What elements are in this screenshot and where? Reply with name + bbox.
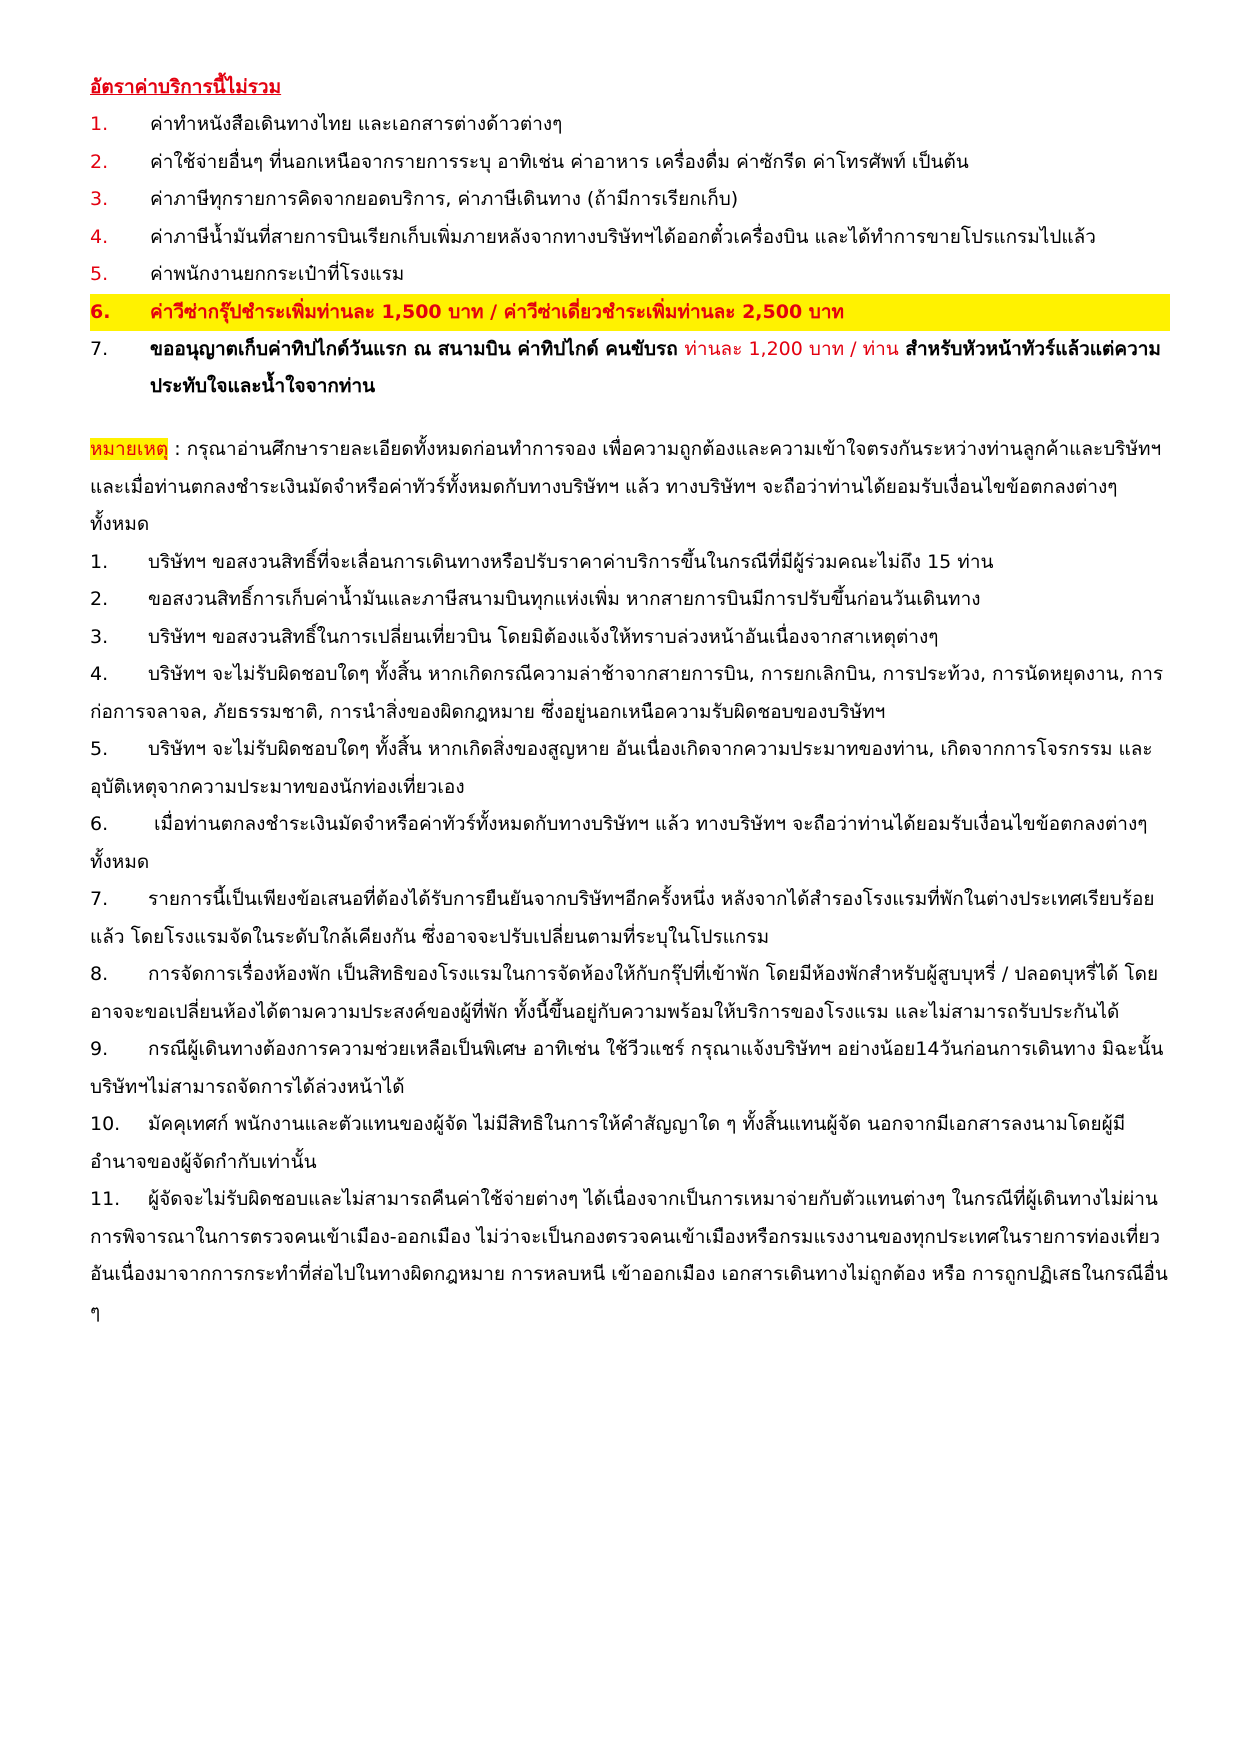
remark-label: หมายเหตุ xyxy=(90,438,169,460)
item-text-before: ขออนุญาตเก็บค่าทิปไกด์วันแรก ณ สนามบิน ค่าทิปไกด์ คนขับรถ xyxy=(150,338,685,360)
item-number: 5. xyxy=(90,263,109,285)
condition-item xyxy=(90,581,1170,619)
item-text: บริษัทฯ ขอสงวนสิทธิ์ที่จะเลื่อนการเดินทางหรือปรับราคาค่าบริการขึ้นในกรณีที่มีผู้ร่วมคณะไม่ถึง 15 ท่าน xyxy=(148,550,994,573)
item-text: ค่าพนักงานยกกระเป๋าที่โรงแรม xyxy=(150,263,405,285)
condition-item xyxy=(90,806,1170,881)
exclusion-item xyxy=(90,144,1170,182)
item-number: 8. xyxy=(90,963,109,985)
remark-paragraph xyxy=(90,431,1170,544)
item-text: รายการนี้เป็นเพียงข้อเสนอที่ต้องได้รับการยืนยันจากบริษัทฯอีกครั้งหนึ่ง หลังจากได้สำรองโรงแรมที่พักในต่างประเทศเรียบร้อยแล้ว โดยโรงแรมจัดในระดับใกล้เคียงกัน ซึ่งอาจจะปรับเปลี่ยนตามที่ระบุในโปรแกรม xyxy=(90,888,1155,948)
condition-item xyxy=(90,1031,1170,1106)
condition-item xyxy=(90,1106,1170,1181)
tip-amount: ท่านละ 1,200 บาท / ท่าน xyxy=(684,338,899,360)
item-number: 6. xyxy=(90,813,109,835)
condition-item xyxy=(90,731,1170,806)
condition-item xyxy=(90,956,1170,1031)
document-page xyxy=(90,72,1170,1331)
item-text: กรณีผู้เดินทางต้องการความช่วยเหลือเป็นพิเศษ อาทิเช่น ใช้วีวแชร์ กรุณาแจ้งบริษัทฯ อย่างน้อย14วันก่อนการเดินทาง มิฉะนั้น บริษัทฯไม่สามารถจัดการได้ล่วงหน้าได้ xyxy=(90,1038,1164,1098)
condition-item xyxy=(90,619,1170,657)
item-text: ผู้จัดจะไม่รับผิดชอบและไม่สามารถคืนค่าใช้จ่ายต่างๆ ได้เนื่องจากเป็นการเหมาจ่ายกับตัวแทนต่างๆ ในกรณีที่ผู้เดินทางไม่ผ่านการพิจารณาในการตรวจคนเข้าเมือง-ออกเมือง ไม่ว่าจะเป็นกองตรวจคนเข้าเมืองหรือกรมแรงงานของทุกประเทศในรายการท่องเที่ยว อันเนื่องมาจากการกระทำที่ส่อไปในทางผิดกฎหมาย การหลบหนี เข้าออกเมือง เอกสารเดินทางไม่ถูกต้อง หรือ การถูกปฏิเสธในกรณีอื่น ๆ xyxy=(90,1188,1168,1323)
item-number: 11. xyxy=(90,1188,121,1210)
item-text: บริษัทฯ ขอสงวนสิทธิ์ในการเปลี่ยนเที่ยวบิน โดยมิต้องแจ้งให้ทราบล่วงหน้าอันเนื่องจากสาเหตุต่างๆ xyxy=(148,625,939,648)
conditions-list xyxy=(90,544,1170,1332)
exclusions-heading: อัตราค่าบริการนี้ไม่รวม xyxy=(90,76,282,98)
item-number: 3. xyxy=(90,188,109,210)
item-number: 4. xyxy=(90,663,109,685)
item-text: เมื่อท่านตกลงชำระเงินมัดจำหรือค่าทัวร์ทั้งหมดกับทางบริษัทฯ แล้ว ทางบริษัทฯ จะถือว่าท่านได้ยอมรับเงื่อนไขข้อตกลงต่างๆ ทั้งหมด xyxy=(90,813,1148,873)
exclusion-item-visa-highlight xyxy=(90,294,1170,332)
exclusion-item xyxy=(90,181,1170,219)
item-number: 1. xyxy=(90,113,109,135)
item-number: 2. xyxy=(90,150,109,173)
exclusion-item xyxy=(90,219,1170,257)
condition-item xyxy=(90,656,1170,731)
item-number: 7. xyxy=(90,338,109,360)
exclusion-item-tip xyxy=(90,331,1170,405)
item-text: ค่าภาษีน้ำมันที่สายการบินเรียกเก็บเพิ่มภายหลังจากทางบริษัทฯได้ออกตั๋วเครื่องบิน และได้ทำการขายโปรแกรมไปแล้ว xyxy=(150,225,1096,248)
item-number: 7. xyxy=(90,888,109,910)
condition-item xyxy=(90,1181,1170,1331)
item-text-after: สำหรับหัวหน้าทัวร์แล้วแต่ความประทับใจและน้ำใจจากท่าน xyxy=(150,338,1161,397)
exclusion-item xyxy=(90,106,1170,144)
exclusion-item xyxy=(90,256,1170,294)
item-text: การจัดการเรื่องห้องพัก เป็นสิทธิของโรงแรมในการจัดห้องให้กับกรุ๊ปที่เข้าพัก โดยมีห้องพักสำหรับผู้สูบบุหรี่ / ปลอดบุหรี่ได้ โดยอาจจะขอเปลี่ยนห้องได้ตามความประสงค์ของผู้ที่พัก ทั้งนี้ขึ้นอยู่กับความพร้อมให้บริการของโรงแรม และไม่สามารถรับประกันได้ xyxy=(90,963,1159,1023)
item-number: 5. xyxy=(90,738,109,760)
item-text: บริษัทฯ จะไม่รับผิดชอบใดๆ ทั้งสิ้น หากเกิดกรณีความล่าช้าจากสายการบิน, การยกเลิกบิน, การประท้วง, การนัดหยุดงาน, การก่อการจลาจล, ภัยธรรมชาติ, การนำสิ่งของผิดกฎหมาย ซึ่งอยู่นอกเหนือความรับผิดชอบของบริษัทฯ xyxy=(90,663,1164,723)
item-number: 6. xyxy=(90,300,111,323)
item-text: บริษัทฯ จะไม่รับผิดชอบใดๆ ทั้งสิ้น หากเกิดสิ่งของสูญหาย อันเนื่องเกิดจากความประมาทของท่าน, เกิดจากการโจรกรรม และ อุบัติเหตุจากความประมาทของนักท่องเที่ยวเอง xyxy=(90,738,1153,798)
item-text: ค่าวีซ่ากรุ๊ปชำระเพิ่มท่านละ 1,500 บาท / ค่าวีซ่าเดี่ยวชำระเพิ่มท่านละ 2,500 บาท xyxy=(150,300,845,323)
item-number: 3. xyxy=(90,625,109,648)
item-text: มัคคุเทศก์ พนักงานและตัวแทนของผู้จัด ไม่มีสิทธิในการให้คำสัญญาใด ๆ ทั้งสิ้นแทนผู้จัด นอกจากมีเอกสารลงนามโดยผู้มีอำนาจของผู้จัดกำกับเท่านั้น xyxy=(90,1113,1126,1173)
item-text: ค่าภาษีทุกรายการคิดจากยอดบริการ, ค่าภาษีเดินทาง (ถ้ามีการเรียกเก็บ) xyxy=(150,188,739,210)
item-text: ค่าทำหนังสือเดินทางไทย และเอกสารต่างด้าวต่างๆ xyxy=(150,113,563,135)
exclusions-list xyxy=(90,106,1170,405)
item-number: 10. xyxy=(90,1113,121,1135)
item-number: 9. xyxy=(90,1038,109,1060)
remark-text: : กรุณาอ่านศึกษารายละเอียดทั้งหมดก่อนทำการจอง เพื่อความถูกต้องและความเข้าใจตรงกันระหว่างท่านลูกค้าและบริษัทฯ และเมื่อท่านตกลงชำระเงินมัดจำหรือค่าทัวร์ทั้งหมดกับทางบริษัทฯ แล้ว ทางบริษัทฯ จะถือว่าท่านได้ยอมรับเงื่อนไขข้อตกลงต่างๆ ทั้งหมด xyxy=(90,438,1162,535)
item-text: ขอสงวนสิทธิ์การเก็บค่าน้ำมันและภาษีสนามบินทุกแห่งเพิ่ม หากสายการบินมีการปรับขึ้นก่อนวันเดินทาง xyxy=(148,588,981,610)
item-number: 1. xyxy=(90,550,109,573)
item-text: ค่าใช้จ่ายอื่นๆ ที่นอกเหนือจากรายการระบุ อาทิเช่น ค่าอาหาร เครื่องดื่ม ค่าซักรีด ค่าโทรศัพท์ เป็นต้น xyxy=(150,150,969,173)
item-number: 2. xyxy=(90,588,109,610)
condition-item xyxy=(90,544,1170,582)
condition-item xyxy=(90,881,1170,956)
item-number: 4. xyxy=(90,225,109,248)
